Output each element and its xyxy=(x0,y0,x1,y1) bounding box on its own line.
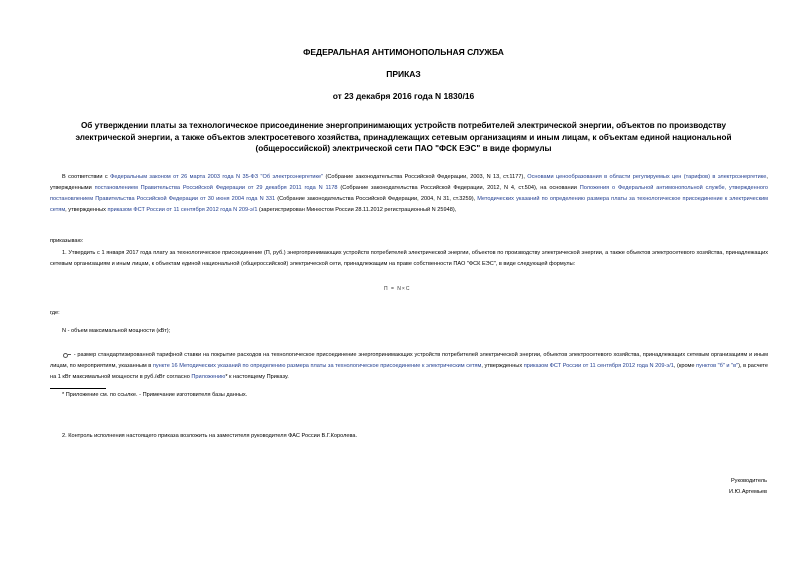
preamble-text: (Собрание законодательства Российской Федерации, 2012, N 4, ст.504), на основании xyxy=(337,185,580,191)
link-fas-regulation[interactable]: Положения о Федеральной антимонопольной службе, утвержденного постановлением Правительства Российской Федерации от 30 июня 2004 года N 331 xyxy=(50,185,768,202)
preamble-text: (Собрание законодательства Российской Федерации, 2004, N 31, ст.3259), xyxy=(275,196,478,202)
link-guidelines-item-16[interactable]: пункте 16 Методических указаний по определению размера платы за технологическое присоединение к электрическим сетям xyxy=(152,363,482,369)
footnote xyxy=(50,392,247,398)
signer-name: И.Ю.Артемьев xyxy=(729,489,767,495)
order-word: приказываю: xyxy=(50,238,84,244)
preamble-text: (зарегистрирован Минюстом России 28.11.2012 регистрационный N 25948), xyxy=(257,207,457,213)
link-government-decree-1178[interactable]: постановлением Правительства Российской Федерации от 29 декабря 2011 года N 1178 xyxy=(94,185,338,191)
document-date-number: от 23 декабря 2016 года N 1830/16 xyxy=(332,91,475,101)
link-federal-law[interactable]: Федеральным законом от 26 марта 2003 года N 35-ФЗ "Об электроэнергетике" xyxy=(110,174,324,180)
n-definition xyxy=(50,328,170,334)
c-definition-paragraph xyxy=(50,350,768,383)
document-type: ПРИКАЗ xyxy=(386,69,421,79)
preamble-text: В соответствии с xyxy=(62,174,111,180)
rate-symbol-icon xyxy=(62,352,72,357)
c-definition-text: - размер стандартизированной тарифной ставки на покрытие расходов на технологическое присоединение энергопринимающих устройств потребителей электрической энергии, объектов электросетевого хозяйства, принадлежащих сетевым организациям и иным лицам, по мероприятиям, указанным в xyxy=(50,352,768,369)
n-definition-text: N - объем максимальной мощности (кВт); xyxy=(62,328,171,334)
item-2-paragraph xyxy=(50,433,357,439)
link-fst-order-2[interactable]: приказом ФСТ России от 11 сентября 2012 года N 209-э/1 xyxy=(523,363,674,369)
signature-block xyxy=(729,476,767,498)
signer-role: Руководитель xyxy=(730,478,767,484)
c-definition-text: , (кроме xyxy=(673,363,697,369)
preamble-paragraph xyxy=(50,172,768,216)
preamble-text: , утвержденных xyxy=(65,207,108,213)
agency-name: ФЕДЕРАЛЬНАЯ АНТИМОНОПОЛЬНАЯ СЛУЖБА xyxy=(303,47,504,57)
where-label: где: xyxy=(50,310,60,316)
footnote-text: * Приложение см. по ссылке. - Примечание изготовителя базы данных. xyxy=(62,392,248,398)
link-appendix[interactable]: Приложению xyxy=(191,374,226,380)
link-pricing-basics[interactable]: Основами ценообразования в области регулируемых цен (тарифов) в электроэнергетике xyxy=(527,174,767,180)
c-definition-text: * к настоящему Приказу. xyxy=(225,374,289,380)
link-methodical-guidelines[interactable]: Методических указаний по определению размера платы за технологическое присоединение к электрическим сетям xyxy=(50,196,769,213)
link-items-b-v[interactable]: пунктов "б" и "в" xyxy=(696,363,739,369)
formula-image: П = N×С xyxy=(384,286,411,292)
preamble-text: , утвержденными xyxy=(50,174,768,191)
document-title: Об утверждении платы за технологическое присоединение энергопринимающих устройств потребителей электрической энергии, объектов по производству электрической энергии, а также объектов электросетевого хозяйства, принадлежащих сетевым организациям и иным лицам, к объектам единой национальной (общероссийской) электрической сети ПАО "ФСК ЕЭС" в виде формулы xyxy=(75,121,732,153)
footnote-divider xyxy=(50,388,106,389)
link-fst-order[interactable]: приказом ФСТ России от 11 сентября 2012 года N 209-э/1 xyxy=(107,207,258,213)
c-definition-text: , утвержденных xyxy=(481,363,524,369)
c-definition-text: ), в расчете на 1 кВт максимальной мощности в руб./кВт согласно xyxy=(50,363,769,380)
item-1-paragraph xyxy=(50,248,768,270)
item-2-text: 2. Контроль исполнения настоящего приказа возложить на заместителя руководителя ФАС России В.Г.Королева. xyxy=(62,433,358,439)
preamble-text: (Собрание законодательства Российской Федерации, 2003, N 13, ст.1177), xyxy=(323,174,528,180)
item-1-text: 1. Утвердить с 1 января 2017 года плату за технологическое присоединение (П, руб.) энергопринимающих устройств потребителей электрической энергии, объектов по производству электрической энергии, а также объектов электросетевого хозяйства, принадлежащих сетевым организациям и иным лицам, к объектам единой национальной (общероссийской) электрической сети, принадлежащим на праве собственности ПАО "ФСК ЕЭС", в виде следующей формулы: xyxy=(50,250,768,267)
